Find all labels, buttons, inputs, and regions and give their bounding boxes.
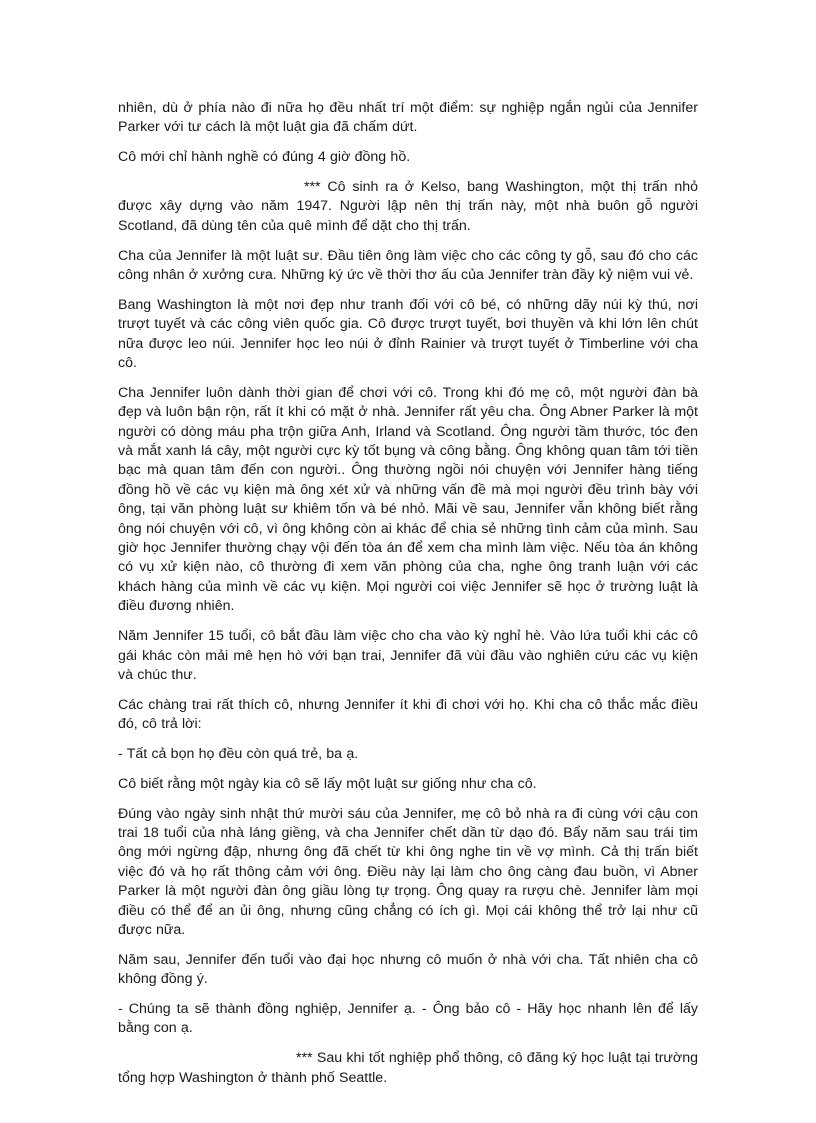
paragraph: Bang Washington là một nơi đẹp như tranh đối với cô bé, có những dãy núi kỳ thú, nơi trượt tuyết và các công viên quốc gia. Cô được trượt tuyết, bơi thuyền và khi lớn lên chút nữa được leo núi. Jennifer học leo núi ở đỉnh Rainier và trượt tuyết ở Timberline với cha cô. <box>118 296 698 372</box>
paragraph: Cô biết rằng một ngày kia cô sẽ lấy một luật sư giống như cha cô. <box>118 775 537 792</box>
paragraph: Cha Jennifer luôn dành thời gian để chơi với cô. Trong khi đó mẹ cô, một người đàn bà đẹp và luôn bận rộn, rất ít khi có mặt ở nhà. Jennifer rất yêu cha. Ông Abner Parker là một người có dòng máu pha trộn giữa Anh, Irland và Scotland. Ông người tầm thước, tóc đen và mắt xanh lá cây, một người cực kỳ tốt bụng và công bằng. Ông không quan tâm tới tiền bạc mà quan tâm đến con người.. Ông thường ngồi nói chuyện với Jennifer hàng tiếng đồng hồ về các vụ kiện mà ông xét xử và những vấn đề mà mọi người đều trình bày với ông, tại văn phòng luật sư khiêm tốn và bé nhỏ. Mãi về sau, Jennifer vẫn không biết rằng ông nói chuyện với cô, vì ông không còn ai khác để chia sẻ những tình cảm của mình. Sau giờ học Jennifer thường chạy vội đến tòa án để xem cha mình làm việc. Nếu tòa án không có vụ xử kiện nào, cô thường đi xem văn phòng của cha, nghe ông tranh luận với các khách hàng của mình về các vụ kiện. Mọi người coi việc Jennifer sẽ học ở trường luật là điều đương nhiên. <box>118 384 698 615</box>
document-page <box>118 99 698 1098</box>
paragraph: Các chàng trai rất thích cô, nhưng Jennifer ít khi đi chơi với họ. Khi cha cô thắc mắc điều đó, cô trả lời: <box>118 696 698 733</box>
paragraph: Đúng vào ngày sinh nhật thứ mười sáu của Jennifer, mẹ cô bỏ nhà ra đi cùng với cậu con trai 18 tuổi của nhà láng giềng, và cha Jennifer chết dần từ dạo đó. Bẩy năm sau trái tim ông mới ngừng đập, nhưng ông đã chết từ khi ông nghe tin về vợ mình. Cả thị trấn biết việc đó và họ rất thông cảm với ông. Điều này lại làm cho ông càng đau buồn, vì Abner Parker là một người đàn ông giầu lòng tự trọng. Ông quay ra rượu chè. Jennifer làm mọi điều có thể để an ủi ông, nhưng cũng chẳng có ích gì. Mọi cái không thể trở lại như cũ được nữa. <box>118 805 698 938</box>
section-break-paragraph: *** Sau khi tốt nghiệp phổ thông, cô đăng ký học luật tại trường tổng hợp Washington ở thành phố Seattle. <box>118 1050 698 1086</box>
paragraph: Cha của Jennifer là một luật sư. Đầu tiên ông làm việc cho các công ty gỗ, sau đó cho các công nhân ở xưởng cưa. Những ký ức về thời thơ ấu của Jennifer tràn đầy kỷ niệm vui vẻ. <box>118 247 698 284</box>
paragraph: nhiên, dù ở phía nào đi nữa họ đều nhất trí một điểm: sự nghiệp ngắn ngủi của Jennifer Parker với tư cách là một luật gia đã chấm dứt. <box>118 100 698 136</box>
paragraph: Năm Jennifer 15 tuổi, cô bắt đầu làm việc cho cha vào kỳ nghỉ hè. Vào lứa tuổi khi các cô gái khác còn mải mê hẹn hò với bạn trai, Jennifer đã vùi đầu vào nghiên cứu các vụ kiện và chúc thư. <box>118 628 698 683</box>
paragraph: Năm sau, Jennifer đến tuổi vào đại học nhưng cô muốn ở nhà với cha. Tất nhiên cha cô không đồng ý. <box>118 951 698 988</box>
dialogue-line: - Tất cả bọn họ đều còn quá trẻ, ba ạ. <box>118 745 359 762</box>
paragraph: Cô mới chỉ hành nghề có đúng 4 giờ đồng hồ. <box>118 149 411 166</box>
dialogue-line: - Chúng ta sẽ thành đồng nghiệp, Jennifer ạ. - Ông bảo cô - Hãy học nhanh lên để lấy bằng con ạ. <box>118 1000 698 1037</box>
section-break-paragraph: *** Cô sinh ra ở Kelso, bang Washington, một thị trấn nhỏ được xây dựng vào năm 1947. Người lập nên thị trấn này, một nhà buôn gỗ người Scotland, đã dùng tên của quê mình để dặt cho thị trấn. <box>118 179 698 234</box>
